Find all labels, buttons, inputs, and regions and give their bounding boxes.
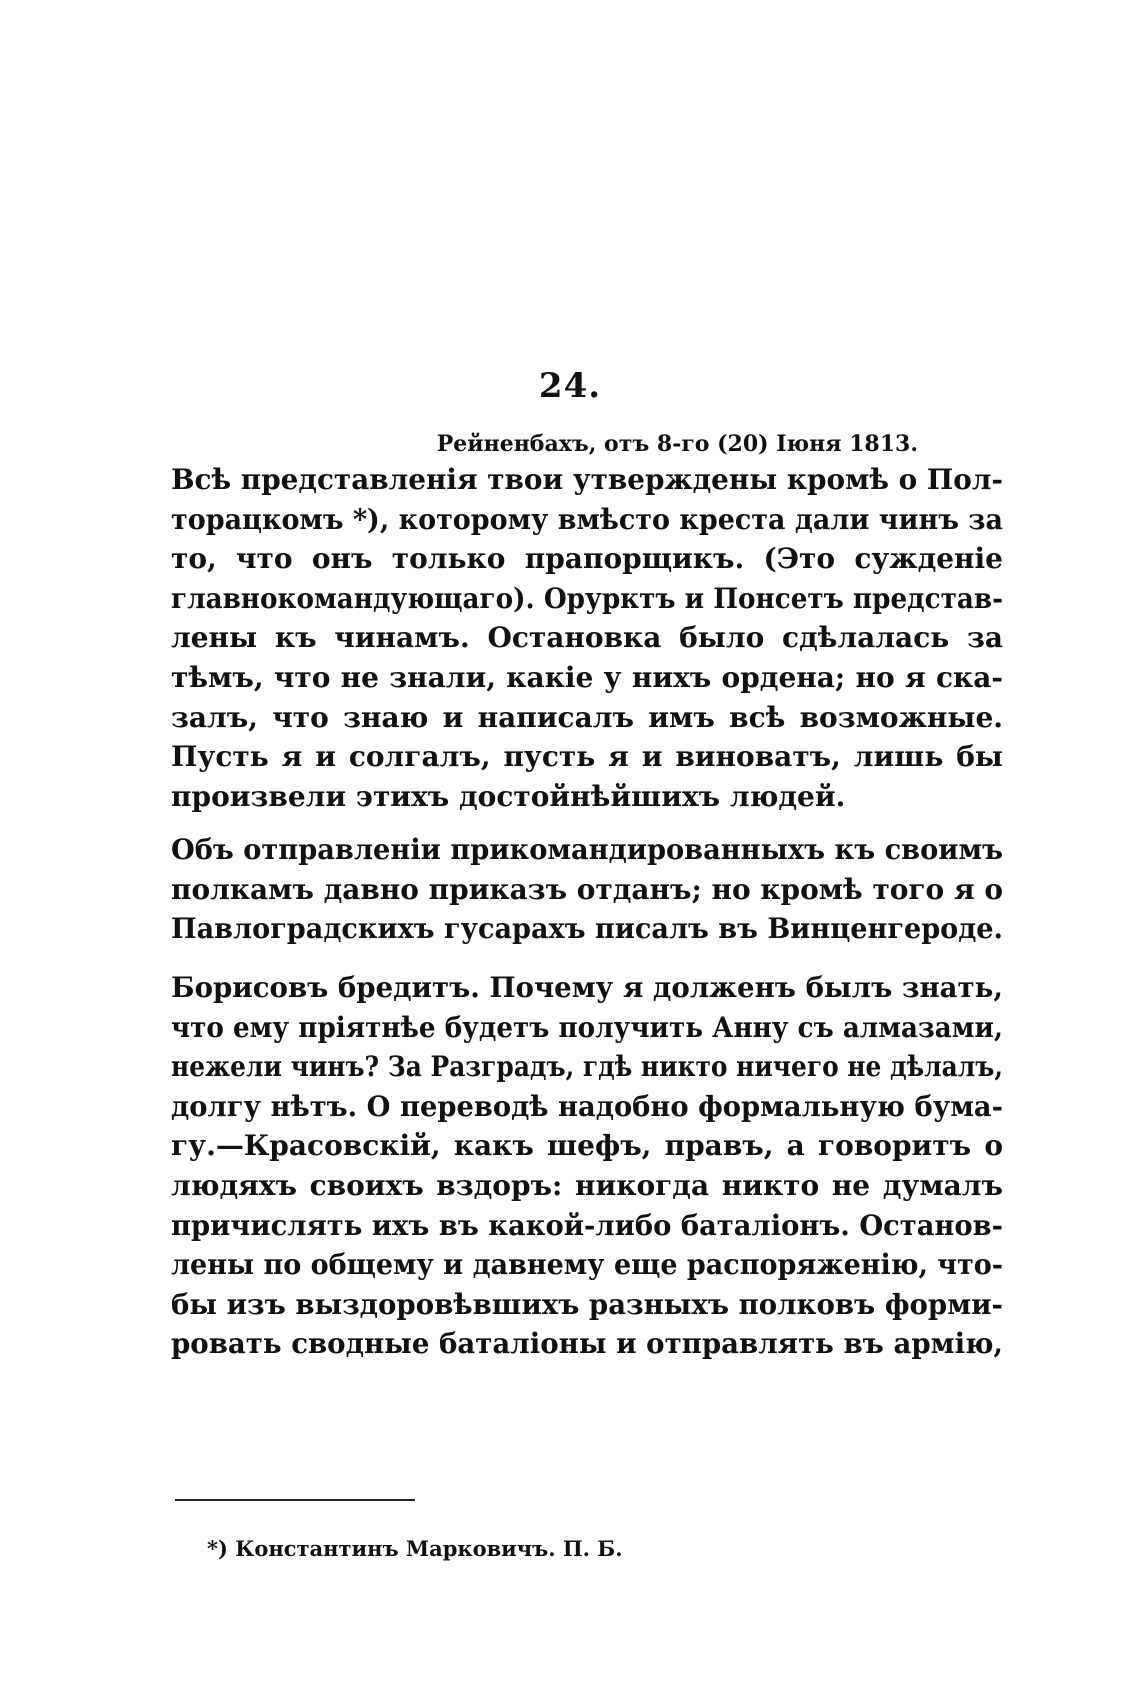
footnote: *) Константинъ Марковичъ. П. Б.: [207, 1536, 623, 1561]
text-line: произвели этихъ достойнѣйшихъ людей.: [171, 779, 846, 813]
text-line: Объ отправленіи прикомандированныхъ къ своимъ: [171, 833, 1003, 866]
text-line: торацкомъ *), которому вмѣсто креста дали чинъ за: [171, 502, 1003, 536]
dateline: Рейненбахъ, отъ 8-го (20) Іюня 1813.: [436, 431, 918, 457]
text-line: что ему пріятнѣе будетъ получить Анну съ алмазами,: [171, 1010, 1003, 1044]
text-line: гу.—Красовскій, какъ шефъ, правъ, а говоритъ о: [171, 1129, 1003, 1163]
text-line: Пусть я и солгалъ, пусть я и виноватъ, лишь бы: [171, 740, 1003, 774]
paragraph-2: [171, 830, 1003, 949]
text-line: тѣмъ, что не знали, какіе у нихъ ордена; но я ска-: [171, 660, 1003, 694]
text-line: то, что онъ только прапорщикъ. (Это сужденіе: [171, 542, 1003, 576]
text-line: ровать сводные баталіоны и отправлять въ армію,: [171, 1327, 1003, 1361]
text-line: Всѣ представленія твои утверждены кромѣ о Пол-: [171, 463, 1003, 496]
text-line: лены къ чинамъ. Остановка было сдѣлалась за: [171, 621, 1003, 655]
text-line: причислять ихъ въ какой-либо баталіонъ. Останов-: [171, 1208, 1003, 1242]
text-line: полкамъ давно приказъ отданъ; но кромѣ того я о: [171, 872, 1003, 906]
text-line: Павлоградскихъ гусарахъ писалъ въ Винценгероде.: [171, 912, 1003, 946]
text-line: залъ, что знаю и написалъ имъ всѣ возможные.: [171, 700, 1003, 734]
text-line: нежели чинъ? За Разградъ, гдѣ никто ничего не дѣлалъ,: [171, 1050, 1003, 1084]
paragraph-1: [171, 460, 1003, 816]
text-line: долгу нѣтъ. О переводѣ надобно формальную бума-: [171, 1089, 1003, 1123]
text-line: бы изъ выздоровѣвшихъ разныхъ полковъ форми-: [171, 1287, 1003, 1321]
text-line: лены по общему и давнему еще распоряженію, что-: [171, 1248, 1003, 1282]
text-line: людяхъ своихъ вздоръ: никогда никто не думалъ: [171, 1168, 1003, 1202]
letter-number: 24.: [538, 366, 602, 406]
text-line: Борисовъ бредитъ. Почему я долженъ былъ знать,: [171, 971, 1003, 1004]
text-line: главнокомандующаго). Орурктъ и Понсетъ представ-: [171, 581, 1003, 615]
paragraph-3: [171, 968, 1003, 1364]
footnote-divider: [175, 1499, 415, 1501]
